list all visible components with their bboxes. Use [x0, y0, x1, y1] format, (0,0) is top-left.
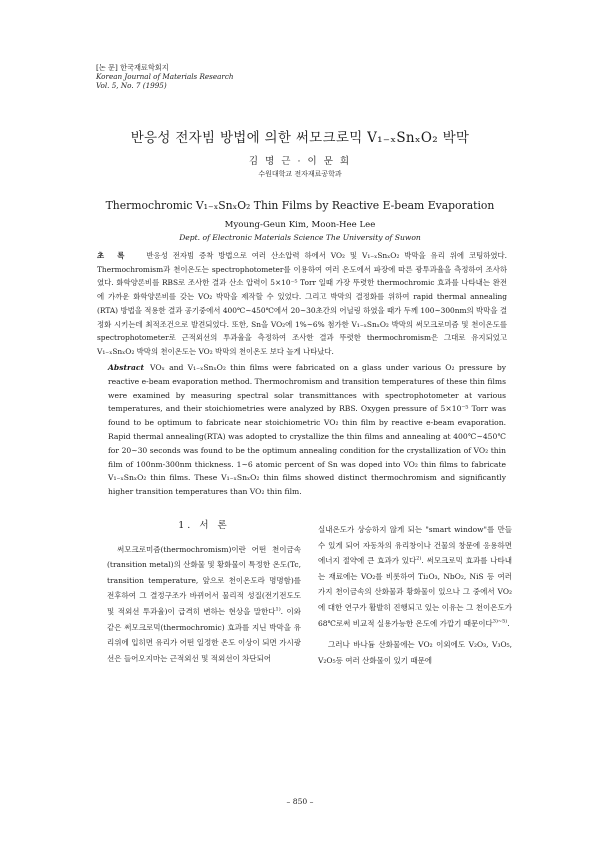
- journal-line-2: Korean Journal of Materials Research: [96, 72, 234, 81]
- body-column-right: [318, 522, 512, 668]
- paragraph-intro-1-text: 써모크로미즘(thermochromism)이란 어떤 천이금속(transition metal)의 산화물 및 황화물이 특정한 온도(Tc, transition temperature, 앞으로 천이온도라 명명함)를 전후하여 그 결정구조가 바뀌어서 물리적 성질(전기전도도 및 적외선 투과율)이 급격히 변하는 현상을 말한다: [107, 544, 301, 616]
- abstract-korean: [97, 249, 507, 359]
- authors-korean: 김 명 근 · 이 문 희: [248, 156, 352, 167]
- paragraph-intro-1: [107, 542, 301, 667]
- affiliation-english: Dept. of Electronic Materials Science The University of Suwon: [179, 233, 421, 242]
- abstract-english-text: VOₓ and V₁₋ₓSnₓO₂ thin films were fabricated on a glass under various O₂ pressure by reactive e-beam evaporation method. Thermochromism and transition temperatures of these thin films were examined by measuring spectral solar transmittances with spectrophotometer at various temperatures, and their stoichiometries were analyzed by RBS. Oxygen pressure of 5×10⁻⁵ Torr was found to be optimum to fabricate near stoichiometric VO₂ thin film by reactive e-beam evaporation. Rapid thermal annealing(RTA) was adopted to crystallize the thin films and annealing at 400℃~450℃ for 20~30 seconds was found to be the optimum annealing condition for the crystallization of VO₂ thin film of 100nm-300nm thickness. 1~6 atomic percent of Sn was doped into VO₂ thin films to fabricate V₁₋ₓSnₓO₂ thin films. These V₁₋ₓSnₓO₂ thin films showed distinct thermochromism and significantly higher transition temperatures than VO₂ thin film.: [108, 363, 506, 497]
- title-english: Thermochromic V₁₋ₓSnₓO₂ Thin Films by Reactive E-beam Evaporation: [105, 199, 495, 212]
- journal-line-1: [논 문] 한국재료학회지: [96, 63, 169, 72]
- page-number: – 850 –: [286, 797, 314, 806]
- paragraph-intro-2-text-b: . 써모크로믹 효과를 나타내는 재료에는 VO₂를 비롯하여 Ti₂O₃, NbO₂, NiS 등 여러 가지 천이금속의 산화물과 황화물이 있으나 그 중에서 VO₂에 대한 연구가 활발히 진행되고 있는 이유는 그 천이온도가 68℃로써 비교적 실용가능한 온도에 가깝기 때문이다: [318, 556, 512, 628]
- abstract-korean-label: 초 록: [97, 251, 129, 260]
- paragraph-intro-2-text-c: .: [507, 618, 510, 628]
- abstract-english-label: Abstract: [108, 363, 145, 372]
- section-heading-introduction: 1. 서 론: [178, 520, 230, 531]
- abstract-english: [108, 361, 506, 499]
- journal-header: [96, 63, 234, 90]
- paragraph-intro-3: 그러나 바나듐 산화물에는 VO₂ 이외에도 V₂O₃, V₃O₅, V₂O₅등 여러 산화물이 있기 때문에: [318, 640, 512, 665]
- journal-line-3: Vol. 5, No. 7 (1995): [96, 81, 167, 90]
- affiliation-korean: 수원대학교 전자재료공학과: [258, 170, 342, 178]
- paragraph-intro-2-text: 실내온도가 상승하지 않게 되는 "smart window"를 만들 수 있게 되어 자동차의 유리창이나 건물의 창문에 응용하면 에너지 절약에 큰 효과가 있다: [318, 525, 512, 566]
- reference-1: 1): [275, 606, 281, 613]
- reference-2: 2): [416, 555, 422, 562]
- authors-english: Myoung-Geun Kim, Moon-Hee Lee: [224, 220, 376, 230]
- abstract-korean-text: 반응성 전자빔 증착 방법으로 여러 산소압력 하에서 VO₂ 및 V₁₋ₓSnₓO₂ 박막을 유리 위에 코팅하였다. Thermochromism과 천이온도는 spectrophotometer를 이용하여 여러 온도에서 파장에 따른 광투과율을 측정하여 조사하였다. 화학양론비를 RBS로 조사한 결과 산소 압력이 5×10⁻⁵ Torr 일때 가장 뚜렷한 thermochromic 효과를 나타내는 완전에 가까운 화학양론비를 갖는 VO₂ 박막을 제작할 수 있었다. 그리고 박막의 결정화를 위하여 rapid thermal annealing (RTA) 방법을 적용한 결과 공기중에서 400℃~450℃에서 20~30초간의 어닐링 하였을 때가 두께 100~300nm의 박막을 결정화 시키는데 최적조건으로 발견되었다. 또한, Sn을 VO₂에 1%~6% 첨가한 V₁₋ₓSnₓO₂ 박막의 써모크로미즘 및 천이온도를 spectrophotometer로 근적외선의 투과율을 측정하여 조사한 결과 뚜렷한 thermochromism은 그대로 유지되었고 V₁₋ₓSnₓO₂ 박막의 천이온도는 VO₂ 박막의 천이온도 보다 높게 나타났다.: [97, 251, 507, 356]
- paragraph-intro-1-text-b: . 이와 같은 써모크로믹(thermochromic) 효과를 지닌 박막을 유리위에 입히면 유리가 어떤 일정한 온도 이상이 되면 가시광선은 들어오지마는 근적외선 및 적외선이 차단되어: [107, 606, 301, 663]
- title-korean: 반응성 전자빔 방법에 의한 써모크로믹 V₁₋ₓSnₓO₂ 박막: [130, 130, 470, 146]
- body-column-left: [107, 518, 301, 666]
- paragraph-intro-2: [318, 522, 512, 631]
- reference-3-5: 3)~5): [492, 618, 508, 625]
